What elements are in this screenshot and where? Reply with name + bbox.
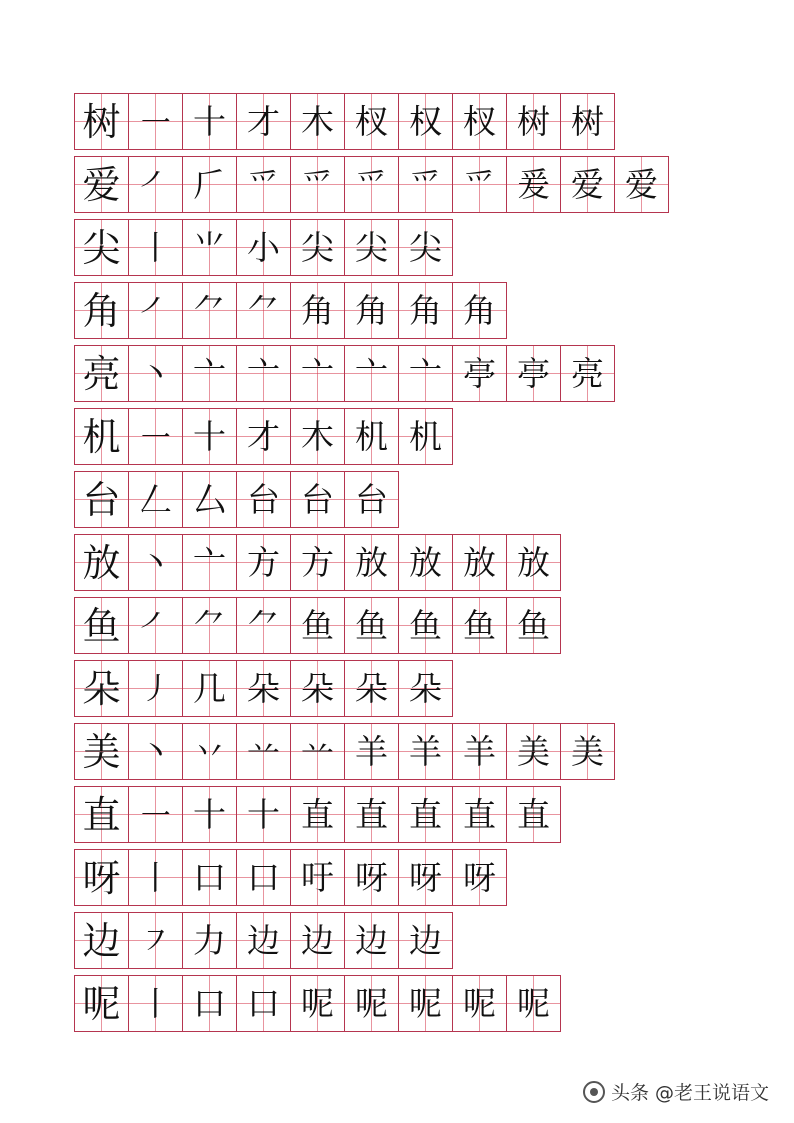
character-row [74,408,714,465]
stroke-step: 才 [247,417,280,456]
stroke-step-cell [290,786,345,843]
stroke-step: 直 [517,795,550,834]
character-row [74,786,714,843]
stroke-step-cell [344,660,399,717]
stroke-step: 亠 [355,354,388,393]
stroke-step-cell [506,723,561,780]
watermark [583,1078,769,1105]
head-character-cell [74,282,129,339]
character-row [74,723,714,780]
head-character: 爱 [82,162,121,207]
stroke-step-cell [290,660,345,717]
stroke-step-cell [128,975,183,1032]
stroke-step-cell [236,219,291,276]
stroke-step: 尖 [355,228,388,267]
stroke-order-sheet [74,93,714,1038]
stroke-step-cell [182,93,237,150]
stroke-step: 木 [301,417,334,456]
stroke-step-cell [128,408,183,465]
stroke-step-cell [398,975,453,1032]
stroke-step-cell [128,849,183,906]
stroke-step-cell [290,93,345,150]
stroke-step-cell [452,849,507,906]
stroke-step: 直 [463,795,496,834]
stroke-step-cell [128,786,183,843]
stroke-step: 亠 [409,354,442,393]
head-character-cell [74,660,129,717]
head-character-cell [74,723,129,780]
stroke-step-cell [182,849,237,906]
stroke-step-cell [182,408,237,465]
stroke-step-cell [290,156,345,213]
stroke-step: 爫 [247,165,280,204]
head-character: 鱼 [82,603,121,648]
stroke-step: 口 [193,858,226,897]
stroke-step-cell [344,219,399,276]
character-row [74,93,714,150]
stroke-step-cell [128,156,183,213]
stroke-step: 木 [301,102,334,141]
stroke-step: 羊 [355,732,388,771]
stroke-step: 角 [355,291,388,330]
stroke-step: 方 [247,543,280,582]
stroke-step: 䒑 [247,732,280,771]
stroke-step-cell [614,156,669,213]
stroke-step: 直 [355,795,388,834]
stroke-step: 丨 [139,858,172,897]
stroke-step-cell [506,345,561,402]
stroke-step-cell [344,534,399,591]
character-row [74,597,714,654]
stroke-step-cell [398,723,453,780]
head-character-cell [74,93,129,150]
head-character: 角 [82,288,121,333]
stroke-step-cell [236,597,291,654]
stroke-step-cell [236,723,291,780]
stroke-step: ㇒ [139,606,172,645]
stroke-step: 小 [247,228,280,267]
head-character: 机 [82,414,121,459]
head-character-cell [74,786,129,843]
stroke-step-cell [236,912,291,969]
stroke-step-cell [560,156,615,213]
stroke-step: 尖 [301,228,334,267]
stroke-step: 朵 [355,669,388,708]
stroke-step-cell [236,534,291,591]
stroke-step: ㇒ [139,165,172,204]
character-row [74,660,714,717]
stroke-step: 机 [409,417,442,456]
stroke-step: 丶 [139,732,172,771]
stroke-step-cell [128,219,183,276]
stroke-step: 爱 [625,165,658,204]
stroke-step: 朵 [301,669,334,708]
stroke-step-cell [182,660,237,717]
stroke-step-cell [290,723,345,780]
stroke-step-cell [452,93,507,150]
stroke-step-cell [236,282,291,339]
stroke-step: 十 [193,102,226,141]
character-row [74,156,714,213]
head-character-cell [74,849,129,906]
stroke-step-cell [290,912,345,969]
stroke-step-cell [290,282,345,339]
stroke-step: 角 [463,291,496,330]
stroke-step-cell [506,975,561,1032]
stroke-step-cell [182,975,237,1032]
stroke-step-cell [290,219,345,276]
stroke-step: 尖 [409,228,442,267]
stroke-step: 边 [355,921,388,960]
stroke-step-cell [236,786,291,843]
stroke-step-cell [236,975,291,1032]
stroke-step-cell [398,534,453,591]
stroke-step-cell [452,975,507,1032]
stroke-step-cell [344,912,399,969]
stroke-step: 边 [409,921,442,960]
head-character-cell [74,912,129,969]
head-character: 亮 [82,351,121,396]
head-character-cell [74,471,129,528]
stroke-step: 𠃋 [139,480,172,519]
stroke-step-cell [506,786,561,843]
stroke-step: 直 [301,795,334,834]
stroke-step: 丶 [139,354,172,393]
stroke-step: ㇒ [139,291,172,330]
stroke-step: 亠 [193,543,226,582]
stroke-step-cell [236,408,291,465]
stroke-step-cell [344,156,399,213]
stroke-step-cell [290,849,345,906]
stroke-step-cell [344,282,399,339]
stroke-step: 羊 [409,732,442,771]
stroke-step: 十 [247,795,280,834]
stroke-step: 边 [247,921,280,960]
stroke-step-cell [560,345,615,402]
stroke-step: 爱 [571,165,604,204]
stroke-step: 放 [409,543,442,582]
stroke-step-cell [182,471,237,528]
stroke-step: 边 [301,921,334,960]
character-row [74,849,714,906]
head-character: 直 [82,792,121,837]
stroke-step: ⺈ [247,606,280,645]
head-character: 台 [82,477,121,522]
stroke-step-cell [452,282,507,339]
stroke-step-cell [398,408,453,465]
stroke-step: 朵 [247,669,280,708]
head-character: 呢 [82,981,121,1026]
stroke-step-cell [182,723,237,780]
stroke-step-cell [344,786,399,843]
head-character-cell [74,219,129,276]
stroke-step: 呢 [409,984,442,1023]
stroke-step-cell [128,534,183,591]
watermark-text: 头条 @老王说语文 [611,1082,770,1104]
stroke-step-cell [506,156,561,213]
stroke-step-cell [398,660,453,717]
stroke-step: 呀 [355,858,388,897]
stroke-step-cell [452,534,507,591]
stroke-step: 亭 [517,354,550,393]
stroke-step-cell [506,93,561,150]
stroke-step-cell [290,534,345,591]
stroke-step-cell [182,282,237,339]
stroke-step-cell [452,156,507,213]
stroke-step: 鱼 [409,606,442,645]
stroke-step: 厶 [193,480,226,519]
stroke-step: 鱼 [517,606,550,645]
character-row [74,219,714,276]
stroke-step: 放 [355,543,388,582]
stroke-step-cell [128,723,183,780]
stroke-step: 亠 [193,354,226,393]
stroke-step-cell [128,282,183,339]
stroke-step-cell [182,219,237,276]
stroke-step: 爰 [517,165,550,204]
stroke-step-cell [398,345,453,402]
stroke-step: 呀 [463,858,496,897]
stroke-step: 口 [247,858,280,897]
stroke-step: 爫 [463,165,496,204]
stroke-step-cell [398,597,453,654]
character-row [74,345,714,402]
stroke-step-cell [344,849,399,906]
stroke-step-cell [560,723,615,780]
head-character: 放 [82,540,121,585]
stroke-step-cell [398,786,453,843]
stroke-step-cell [290,471,345,528]
head-character-cell [74,156,129,213]
stroke-step-cell [128,93,183,150]
stroke-step-cell [236,471,291,528]
character-row [74,912,714,969]
stroke-step: 才 [247,102,280,141]
stroke-step: 十 [193,795,226,834]
stroke-step-cell [236,93,291,150]
head-character-cell [74,345,129,402]
stroke-step: 爫 [301,165,334,204]
stroke-step-cell [452,597,507,654]
stroke-step: 口 [193,984,226,1023]
stroke-step: 树 [571,102,604,141]
stroke-step: 树 [517,102,550,141]
stroke-step: 鱼 [463,606,496,645]
stroke-step: ㇓ [139,669,172,708]
stroke-step: 权 [409,102,442,141]
stroke-step-cell [344,471,399,528]
stroke-step-cell [398,156,453,213]
stroke-step: ㇇ [139,921,172,960]
stroke-step: 放 [463,543,496,582]
stroke-step-cell [452,786,507,843]
stroke-step-cell [290,597,345,654]
stroke-step-cell [398,849,453,906]
stroke-step: 呢 [463,984,496,1023]
stroke-step-cell [452,723,507,780]
stroke-step: 亠 [247,354,280,393]
stroke-step-cell [182,534,237,591]
stroke-step-cell [182,786,237,843]
stroke-step: 亭 [463,354,496,393]
stroke-step: 呢 [517,984,550,1023]
stroke-step-cell [128,345,183,402]
stroke-step-cell [506,597,561,654]
head-character-cell [74,597,129,654]
character-row [74,975,714,1032]
head-character: 尖 [82,225,121,270]
stroke-step: 十 [193,417,226,456]
stroke-step: 亠 [301,354,334,393]
stroke-step-cell [344,408,399,465]
stroke-step-cell [290,975,345,1032]
stroke-step: 亮 [571,354,604,393]
stroke-step-cell [344,597,399,654]
head-character-cell [74,975,129,1032]
stroke-step-cell [236,849,291,906]
stroke-step: 丶 [139,543,172,582]
stroke-step-cell [236,660,291,717]
stroke-step-cell [236,345,291,402]
stroke-step-cell [290,408,345,465]
stroke-step: 口 [247,984,280,1023]
stroke-step-cell [182,912,237,969]
head-character: 树 [82,99,121,144]
stroke-step: 丷 [193,732,226,771]
stroke-step: 鱼 [355,606,388,645]
stroke-step: 直 [409,795,442,834]
stroke-step: 呀 [409,858,442,897]
stroke-step: ㇐ [139,795,172,834]
stroke-step-cell [182,345,237,402]
stroke-step: 鱼 [301,606,334,645]
stroke-step-cell [128,660,183,717]
stroke-step-cell [506,534,561,591]
stroke-step-cell [182,156,237,213]
stroke-step-cell [344,723,399,780]
stroke-step-cell [398,282,453,339]
stroke-step: 力 [193,921,226,960]
stroke-step-cell [290,345,345,402]
head-character-cell [74,534,129,591]
stroke-step-cell [182,597,237,654]
stroke-step-cell [398,93,453,150]
stroke-step: 几 [193,669,226,708]
stroke-step-cell [398,219,453,276]
stroke-step: 吁 [301,858,334,897]
character-row [74,471,714,528]
stroke-step: ⺈ [193,291,226,330]
stroke-step-cell [344,975,399,1032]
head-character: 呀 [82,855,121,900]
stroke-step: 羊 [463,732,496,771]
stroke-step-cell [452,345,507,402]
stroke-step: 呢 [301,984,334,1023]
stroke-step-cell [236,156,291,213]
stroke-step: 杈 [355,102,388,141]
stroke-step-cell [398,912,453,969]
stroke-step-cell [560,93,615,150]
stroke-step: 台 [247,480,280,519]
stroke-step: 美 [517,732,550,771]
stroke-step: 丨 [139,228,172,267]
stroke-step-cell [344,93,399,150]
stroke-step: ㇐ [139,417,172,456]
stroke-step: 角 [409,291,442,330]
stroke-step-cell [128,471,183,528]
stroke-step: 䒑 [301,732,334,771]
stroke-step: 台 [301,480,334,519]
circle-logo-icon [583,1081,605,1103]
stroke-step: 朵 [409,669,442,708]
stroke-step: ⺌ [193,228,226,267]
head-character-cell [74,408,129,465]
character-row [74,282,714,339]
stroke-step-cell [344,345,399,402]
head-character: 美 [82,729,121,774]
stroke-step: 呢 [355,984,388,1023]
stroke-step: 𠂆 [193,165,226,204]
stroke-step: ⺈ [193,606,226,645]
stroke-step: 台 [355,480,388,519]
stroke-step: 爫 [355,165,388,204]
character-row [74,534,714,591]
stroke-step: ㇐ [139,102,172,141]
head-character: 边 [82,918,121,963]
stroke-step: 杈 [463,102,496,141]
head-character: 朵 [82,666,121,711]
stroke-step: 丨 [139,984,172,1023]
stroke-step: 方 [301,543,334,582]
stroke-step: 美 [571,732,604,771]
stroke-step-cell [128,597,183,654]
stroke-step: 机 [355,417,388,456]
stroke-step: 爫 [409,165,442,204]
stroke-step: 放 [517,543,550,582]
stroke-step: ⺈ [247,291,280,330]
stroke-step: 角 [301,291,334,330]
stroke-step-cell [128,912,183,969]
